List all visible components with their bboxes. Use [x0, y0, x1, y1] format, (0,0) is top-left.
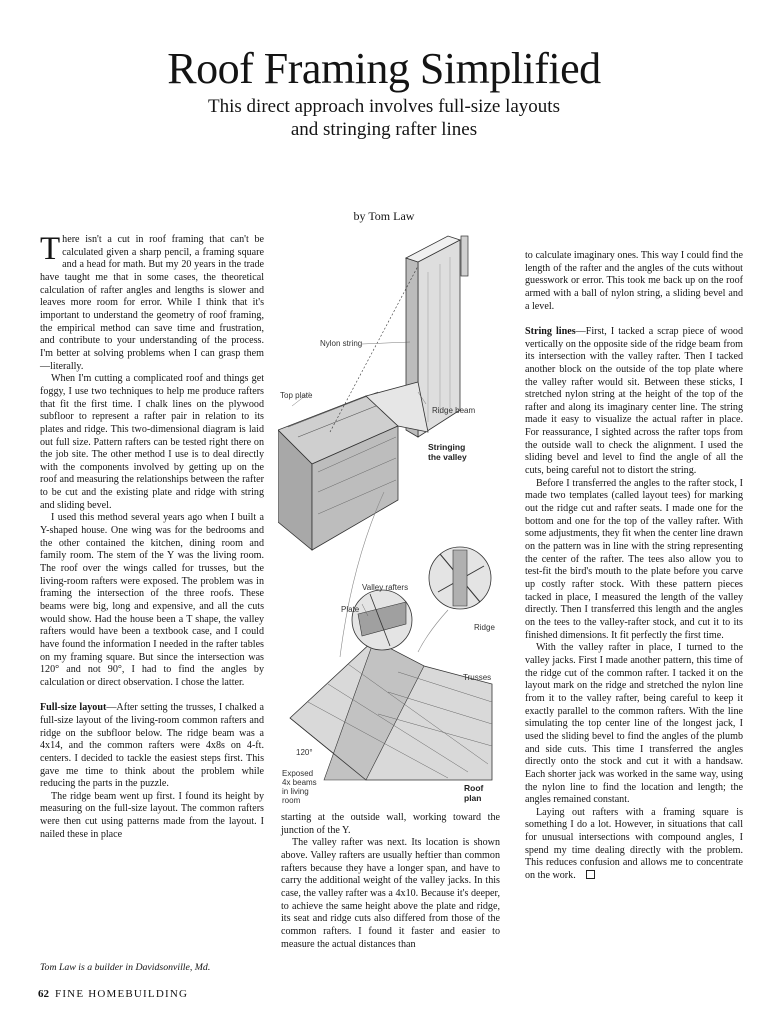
paragraph: The valley rafter was next. Its location is shown above. Valley rafters are usually heftier than common rafters because they have a longer span, and have to carry the additional weight of the valley jacks. In this case, the valley rafter was a 4x10. Because it's deeper, to achieve the same height above the plate and ridge, its seat and ridge cuts also differed from those of the common rafters. I found it faster and easier to measure the actual distances than	[281, 837, 500, 950]
magazine-name: FINE HOMEBUILDING	[55, 988, 189, 1000]
label-roof: Roof	[464, 783, 484, 793]
byline: by Tom Law	[353, 209, 415, 223]
paragraph-text: Laying out rafters with a framing square is something I do a lot. However, in situations that call for unusual intersections with compound angles, I spend my time dealing directly with the problem. This reduces confusion and allows me to concentrate on the work.	[525, 806, 743, 882]
label-exposed-line-1: Exposed	[282, 769, 314, 778]
text-column-3	[525, 250, 743, 883]
label-nylon-string: Nylon string	[320, 339, 363, 348]
label-ridge: Ridge	[474, 623, 495, 632]
paragraph-text: —First, I tacked a scrap piece of wood vertically on the opposite side of the ridge beam from its intersection with the valley rafter. Then I tacked another block on the outside of the top plate where the valley rafter would sit. Between these sticks, I stretched nylon string at the height of the top of the rafter and along its imaginary center line. The string made it easy to visualize the actual rafter in place. For reassurance, I sighted across the rafter tops from the outside wall to check the alignment. I used the sliding bevel and level to find the angle of all the cuts, being careful not to distort the string.	[525, 325, 743, 477]
paragraph	[40, 702, 264, 791]
page-number: 62	[38, 988, 49, 1000]
label-stringing: Stringing	[428, 442, 466, 452]
page-footer	[38, 988, 188, 1000]
label-plate: Plate	[341, 605, 360, 614]
paragraph: I used this method several years ago when I built a Y-shaped house. One wing was for the bedrooms and the other contained the kitchen, dining room and family room. The stem of the Y was the living room. The roof over the wings called for trusses, but the living-room rafters were exposed. The problem was in framing the intersection of the three roofs. These beams were big, long and expensive, and all the cuts would show. Had the house been a T shape, the valley rafters would have been a textbook case, and I could have found the information I needed in the rafter tables on my framing square. But since the intersection was 120° and not 90°, I had to find the angles by calculation or direct observation. I chose the latter.	[40, 512, 264, 688]
article-subtitle	[0, 95, 768, 141]
section-heading: String lines	[525, 325, 576, 337]
end-mark-icon	[586, 870, 595, 879]
paragraph: to calculate imaginary ones. This way I could find the length of the rafter and the angles of the cuts without guesswork or error. This took me back up on the roof armed with a ball of nylon string, a sliding bevel and a level.	[525, 250, 743, 312]
label-valley-rafters: Valley rafters	[362, 583, 409, 592]
roof-plan-drawing	[290, 640, 492, 780]
paragraph: Before I transferred the angles to the rafter stock, I made two templates (called layout tees) for marking out the ridge cut and rafter seats. I made one for the bottom and one for the top of the valley rafter. With some adjustments, they fit when the center line drawn on the pattern was in line with the string representing the center of the rafter. The tees also allow you to test-fit the bird's mouth to the plate before you carve up costly rafter stock. With these pattern pieces tacked in place, I measured the length of the valley directly. Then I transferred this length and the angles on the tees to the valley-rafter stock, and cut it to its finished dimensions. It fit perfectly the first time.	[525, 477, 743, 641]
label-exposed-line-4: room	[282, 796, 301, 805]
paragraph	[525, 326, 743, 478]
paragraph-text: here isn't a cut in roof framing that can't be calculated given a sharp pencil, a framing square and a head for math. But my 20 years in the trade have taught me that in some cases, the theoretical calculation of rafter angles and lengths is slower and leaves more room for error. While I think that it's important to understand the geometry of roof framing, the empirical method can save time and frustration, and contribute to your understanding of the process. I'm better at solving problems when I can grasp them—literally.	[40, 234, 264, 372]
article-title: Roof Framing Simplified	[167, 44, 601, 93]
label-the-valley: the valley	[428, 452, 467, 462]
label-angle: 120°	[296, 748, 313, 757]
paragraph	[525, 807, 743, 883]
subtitle-line-2: and stringing rafter lines	[290, 119, 478, 140]
label-trusses: Trusses	[463, 673, 492, 682]
roof-framing-illustration	[278, 232, 510, 810]
paragraph: starting at the outside wall, working toward the junction of the Y.	[281, 812, 500, 836]
label-exposed-line-3: in living	[282, 787, 309, 796]
paragraph: When I'm cutting a complicated roof and things get foggy, I use two techniques to help me produce rafters that fit the first time. I chalk lines on the plywood subfloor to represent a rafter pair in relation to its plates and ridge. This two-dimensional diagram is laid out full size. Pattern rafters can be tested right there on the job site. The other method I use is to deal directly with the components involved by getting up on the roof and measuring the relationships between the rafter to be cut and the existing plate and ridge with string and sliding bevel.	[40, 373, 264, 511]
top-plate-drawing	[278, 392, 398, 550]
label-top-plate: Top plate	[280, 391, 313, 400]
label-plan: plan	[464, 793, 482, 803]
valley-detail-circle-right	[429, 547, 491, 609]
label-ridge-beam: Ridge beam	[432, 406, 476, 415]
text-column-1	[40, 231, 264, 841]
paragraph: The ridge beam went up first. I found its height by measuring on the full-size layout. The common rafters were then cut using patterns made from the layout. I nailed these in place	[40, 790, 264, 840]
text-column-2	[281, 812, 500, 951]
paragraph: With the valley rafter in place, I turned to the valley jacks. First I made another pattern, this time of the ridge cut of the common rafter. I tacked it on the layout mark on the ridge and stretched the nylon line from it to the valley rafter, being careful to keep it exactly parallel to the common rafters. With the line simulating the top center line of the longest jack, I used the sliding bevel to find the angles of the plumb and side cuts. This time I transferred the angles directly onto the stock and cut it with a handsaw. Each shorter jack was worked in the same way, using the nylon line to find the location and length; the angles remained constant.	[525, 642, 743, 806]
section-heading: Full-size layout	[40, 702, 107, 714]
author-credit: Tom Law is a builder in Davidsonville, Md.	[40, 962, 211, 973]
drop-cap: T	[40, 231, 61, 267]
subtitle-line-1: This direct approach involves full-size layouts	[208, 96, 560, 117]
valley-detail-circle-left	[352, 590, 412, 650]
paragraph	[40, 231, 264, 373]
paragraph-text: —After setting the trusses, I chalked a full-size layout of the living-room common rafters and ridge on the subfloor below. The ridge beam was a 4x14, and the common rafters were 4x8s on 4-ft. centers. I decided to tackle the easiest steps first. This gave me time to think about the problem while reducing the parts in the puzzle.	[40, 702, 264, 790]
callout-arrow	[418, 610, 448, 652]
label-exposed-line-2: 4x beams	[282, 778, 317, 787]
